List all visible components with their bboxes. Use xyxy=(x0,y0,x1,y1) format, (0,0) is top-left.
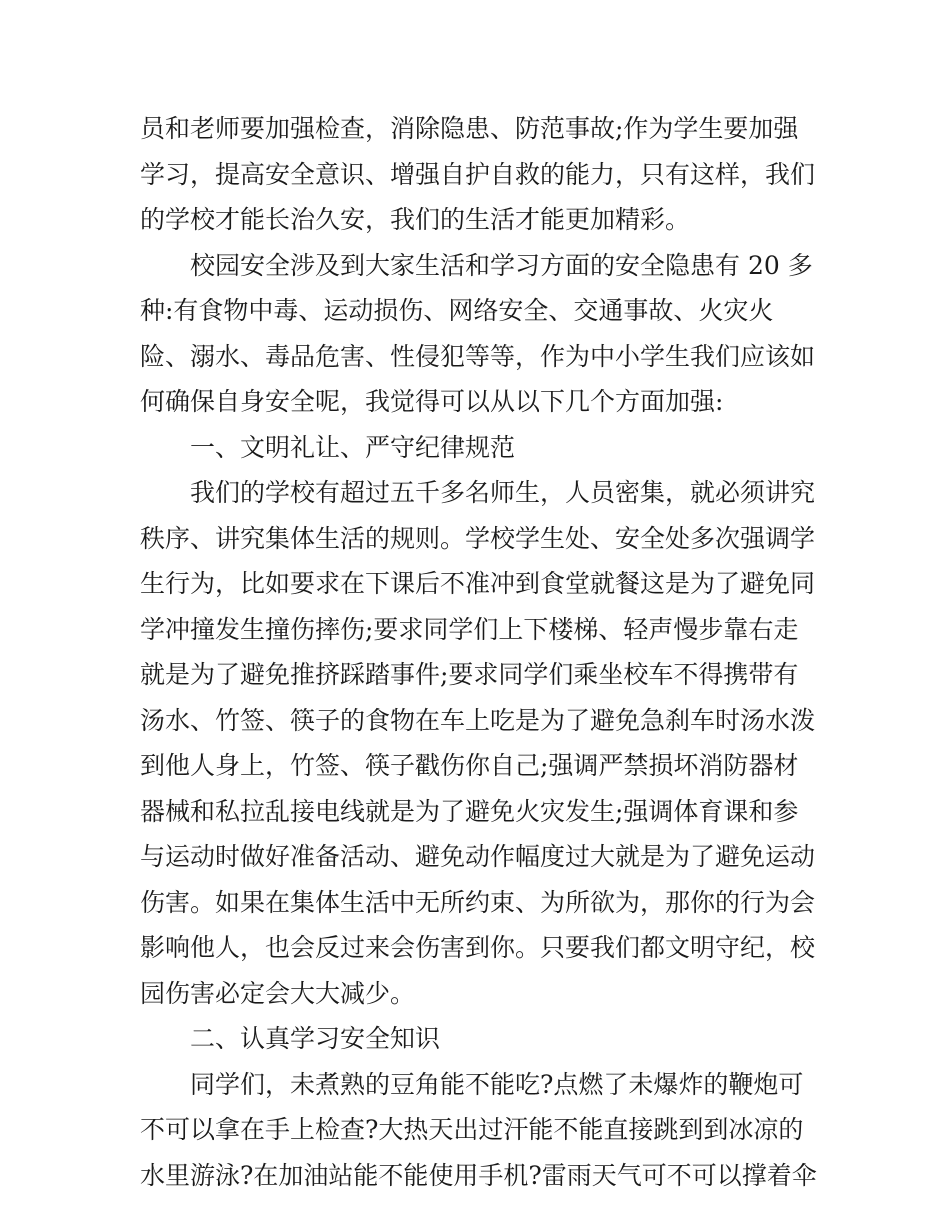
text-line: 我们的学校有超过五千多名师生，人员密集，就必须讲究 xyxy=(190,478,816,507)
text-line: 汤水、竹签、筷子的食物在车上吃是为了避免急刹车时汤水泼 xyxy=(140,705,816,735)
text-line: 员和老师要加强检查，消除隐患、防范事故;作为学生要加强 xyxy=(140,114,799,143)
text-line: 到他人身上，竹签、筷子戳伤你自己;强调严禁损坏消防器材 xyxy=(140,751,799,780)
text-line: 种:有食物中毒、运动损伤、网络安全、交通事故、火灾火 xyxy=(140,296,774,325)
text-line: 秩序、讲究集体生活的规则。学校学生处、安全处多次强调学 xyxy=(140,523,816,553)
text-line: 园伤害必定会大大减少。 xyxy=(140,978,416,1008)
text-line: 与运动时做好准备活动、避免动作幅度过大就是为了避免运动 xyxy=(140,842,816,871)
document-body xyxy=(140,106,820,1198)
text-line: 学习，提高安全意识、增强自护自救的能力，只有这样，我们 xyxy=(140,159,816,189)
text-line: 校园安全涉及到大家生活和学习方面的安全隐患有 20 多 xyxy=(190,250,813,280)
text-line: 器械和私拉乱接电线就是为了避免火灾发生;强调体育课和参 xyxy=(140,796,799,826)
text-line: 影响他人，也会反过来会伤害到你。只要我们都文明守纪，校 xyxy=(140,933,816,962)
text-line: 险、溺水、毒品危害、性侵犯等等，作为中小学生我们应该如 xyxy=(140,341,816,371)
text-line: 伤害。如果在集体生活中无所约束、为所欲为，那你的行为会 xyxy=(140,887,816,917)
text-line: 何确保自身安全呢，我觉得可以从以下几个方面加强: xyxy=(140,387,724,416)
text-line: 二、认真学习安全知识 xyxy=(190,1024,441,1053)
text-line: 同学们，未煮熟的豆角能不能吃?点燃了未爆炸的鞭炮可 xyxy=(190,1069,804,1099)
text-line: 一、文明礼让、严守纪律规范 xyxy=(190,432,516,462)
text-line: 的学校才能长治久安，我们的生活才能更加精彩。 xyxy=(140,205,691,234)
text-line: 不可以拿在手上检查?大热天出过汗能不能直接跳到到冰凉的 xyxy=(140,1115,804,1144)
text-line: 学冲撞发生撞伤摔伤;要求同学们上下楼梯、轻声慢步靠右走 xyxy=(140,614,799,644)
text-line: 水里游泳?在加油站能不能使用手机?雷雨天气可不可以撑着伞 xyxy=(140,1160,817,1190)
text-line: 就是为了避免推挤踩踏事件;要求同学们乘坐校车不得携带有 xyxy=(140,660,799,689)
text-line: 生行为，比如要求在下课后不准冲到食堂就餐这是为了避免同 xyxy=(140,569,816,598)
